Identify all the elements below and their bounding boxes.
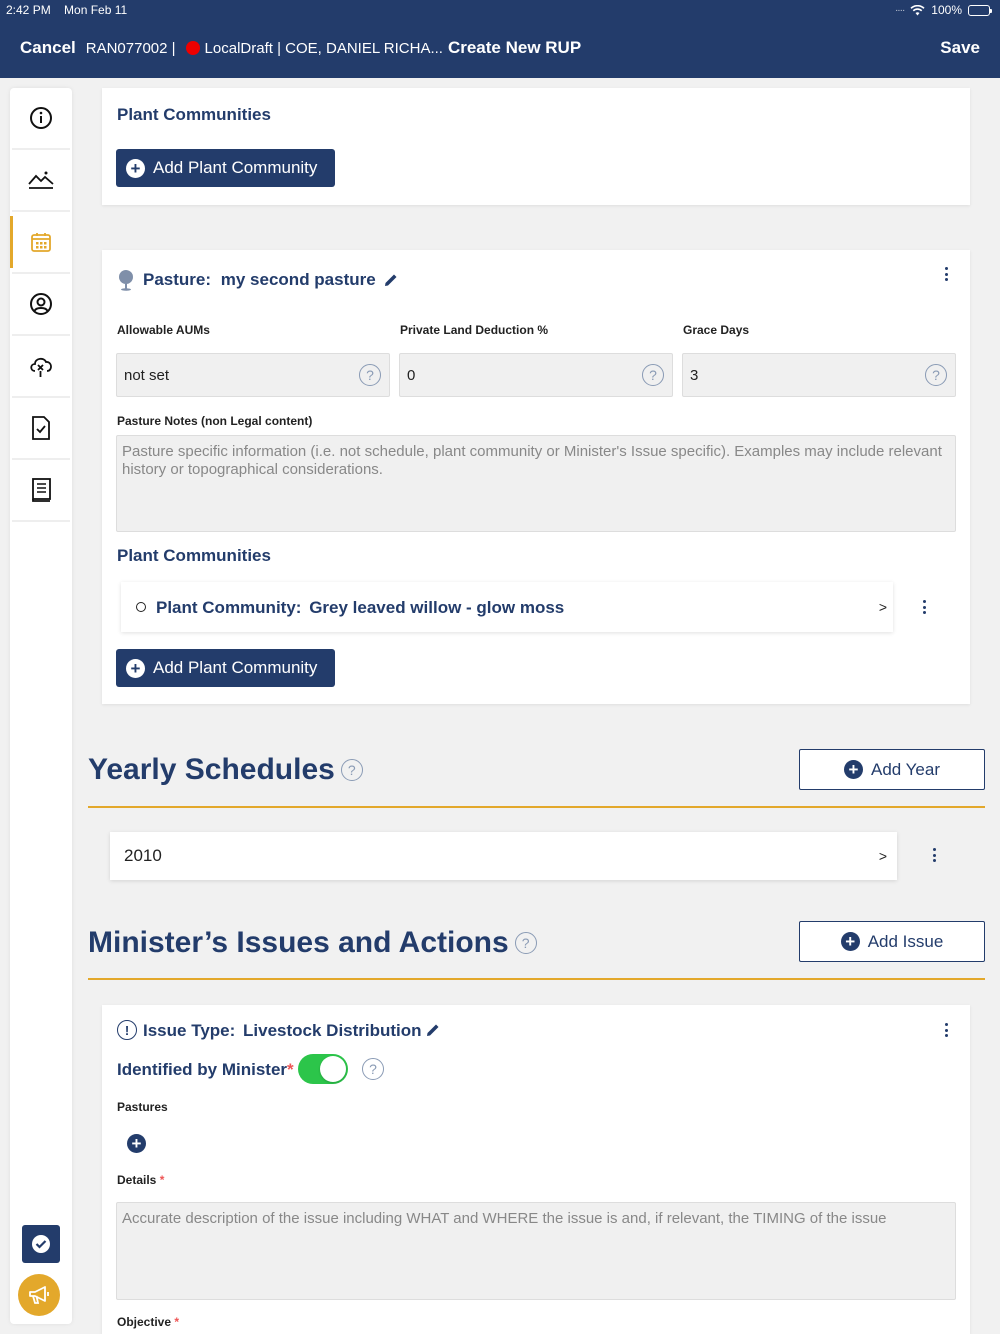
landscape-icon <box>28 170 54 190</box>
issue-card <box>102 1005 970 1334</box>
pasture-title <box>143 270 376 290</box>
pastures-label: Pastures <box>117 1100 168 1114</box>
issue-type-label: Issue Type: <box>143 1021 236 1040</box>
map-pin-icon <box>117 269 135 291</box>
edit-pencil-icon[interactable] <box>384 273 398 287</box>
status-bar <box>6 3 137 17</box>
status-date: Mon Feb 11 <box>64 3 128 17</box>
section-divider <box>88 806 985 808</box>
edit-pencil-icon[interactable] <box>426 1023 440 1037</box>
pasture-card-1 <box>102 88 970 205</box>
plus-icon: + <box>844 760 863 779</box>
add-year-button[interactable] <box>799 749 985 790</box>
battery-percent: 100% <box>931 3 962 17</box>
info-icon <box>29 106 53 130</box>
status-dot-icon <box>186 41 200 55</box>
issue-title <box>143 1021 422 1041</box>
objective-label: Objective * <box>117 1315 180 1329</box>
yearly-schedules-heading <box>88 753 363 787</box>
document-check-icon <box>31 416 51 440</box>
review-button[interactable] <box>22 1225 60 1263</box>
sidebar-item-contacts[interactable] <box>12 274 70 336</box>
allowable-aums-field[interactable] <box>116 353 390 397</box>
grace-days-value: 3 <box>690 366 699 384</box>
add-issue-button[interactable] <box>799 921 985 962</box>
add-plant-community-button[interactable] <box>116 649 335 687</box>
sidebar-item-schedules[interactable] <box>12 212 70 274</box>
cancel-button[interactable]: Cancel <box>20 38 76 57</box>
sidebar-item-management[interactable] <box>12 398 70 460</box>
sidebar-item-invasive[interactable] <box>12 336 70 398</box>
plus-icon: + <box>126 159 145 178</box>
ministers-issues-heading <box>88 926 537 960</box>
cloud-icon <box>28 354 54 378</box>
plus-icon: + <box>841 932 860 951</box>
status-right <box>895 3 990 17</box>
book-icon <box>30 478 52 502</box>
calendar-icon <box>30 231 52 253</box>
ministers-issues-title: Minister’s Issues and Actions <box>88 926 509 959</box>
schedule-menu-button[interactable] <box>928 845 940 865</box>
alert-circle-icon: ! <box>117 1020 137 1040</box>
sidebar-item-additional[interactable] <box>12 460 70 522</box>
plant-communities-heading: Plant Communities <box>117 546 271 565</box>
add-plant-community-label: Add Plant Community <box>153 158 318 177</box>
plant-community-title <box>156 598 564 618</box>
help-icon[interactable]: ? <box>642 364 664 386</box>
page-title: Create New RUP <box>447 38 582 57</box>
battery-icon <box>968 5 990 16</box>
section-divider <box>88 978 985 980</box>
yearly-schedules-title: Yearly Schedules <box>88 753 335 786</box>
add-issue-label: Add Issue <box>867 931 944 951</box>
agreement-id: RAN077002 | <box>85 39 176 57</box>
plant-community-label: Plant Community: <box>156 598 302 617</box>
pasture-card-2 <box>102 250 970 704</box>
private-land-deduction-field[interactable] <box>399 353 673 397</box>
identified-by-minister-toggle[interactable] <box>298 1054 348 1084</box>
issue-menu-button[interactable] <box>940 1020 952 1040</box>
add-year-label: Add Year <box>870 759 940 779</box>
pasture-notes-label: Pasture Notes (non Legal content) <box>117 414 313 428</box>
plant-community-name: Grey leaved willow - glow moss <box>309 598 565 617</box>
private-land-deduction-label: Private Land Deduction % <box>400 323 549 337</box>
help-icon[interactable]: ? <box>341 759 363 781</box>
schedule-year: 2010 <box>124 846 162 865</box>
issue-type-value: Livestock Distribution <box>243 1021 422 1040</box>
help-icon[interactable]: ? <box>925 364 947 386</box>
sidebar-item-basic-info[interactable] <box>12 88 70 150</box>
chevron-right-icon: > <box>878 848 887 864</box>
plant-community-menu-button[interactable] <box>918 597 930 617</box>
plus-icon: + <box>126 659 145 678</box>
app-header <box>0 0 1000 78</box>
plan-status: LocalDraft | COE, DANIEL RICHA... <box>204 39 443 57</box>
pasture-name: my second pasture <box>220 270 376 289</box>
help-icon[interactable]: ? <box>362 1058 384 1080</box>
save-button[interactable]: Save <box>940 38 980 57</box>
status-time: 2:42 PM <box>6 3 51 17</box>
grace-days-label: Grace Days <box>683 323 750 337</box>
help-icon[interactable]: ? <box>515 932 537 954</box>
allowable-aums-value: not set <box>124 366 170 384</box>
add-pasture-button[interactable]: + <box>127 1134 146 1153</box>
chevron-right-icon: > <box>878 599 887 615</box>
schedule-row-2010[interactable] <box>110 832 897 880</box>
megaphone-icon <box>27 1284 51 1306</box>
identified-by-minister-label: Identified by Minister* <box>117 1060 294 1079</box>
pasture-notes-field[interactable]: Pasture specific information (i.e. not schedule, plant community or Minister's Issue specific). Examples may include relevant history or topographical considerations. <box>116 435 956 532</box>
pasture-label: Pasture: <box>143 270 212 289</box>
plant-communities-heading: Plant Communities <box>117 105 271 124</box>
wifi-icon <box>910 5 925 16</box>
nav-bar <box>20 38 980 58</box>
add-plant-community-label: Add Plant Community <box>153 658 318 677</box>
announcement-button[interactable] <box>18 1274 60 1316</box>
sidebar-item-pastures[interactable] <box>12 150 70 212</box>
check-circle-icon <box>31 1234 51 1254</box>
signal-dots-icon: ···· <box>894 4 905 16</box>
private-land-deduction-value: 0 <box>407 366 416 384</box>
sidebar <box>10 88 72 1324</box>
pasture-menu-button[interactable] <box>940 264 952 284</box>
details-field[interactable]: Accurate description of the issue including WHAT and WHERE the issue is and, if relevant, the TIMING of the issue <box>116 1202 956 1300</box>
add-plant-community-button[interactable] <box>116 149 335 187</box>
help-icon[interactable]: ? <box>359 364 381 386</box>
plant-community-row[interactable] <box>121 582 893 632</box>
user-icon <box>29 292 53 316</box>
allowable-aums-label: Allowable AUMs <box>117 323 210 337</box>
grace-days-field[interactable] <box>682 353 956 397</box>
radio-circle-icon <box>136 602 146 612</box>
details-label: Details * <box>117 1173 165 1187</box>
